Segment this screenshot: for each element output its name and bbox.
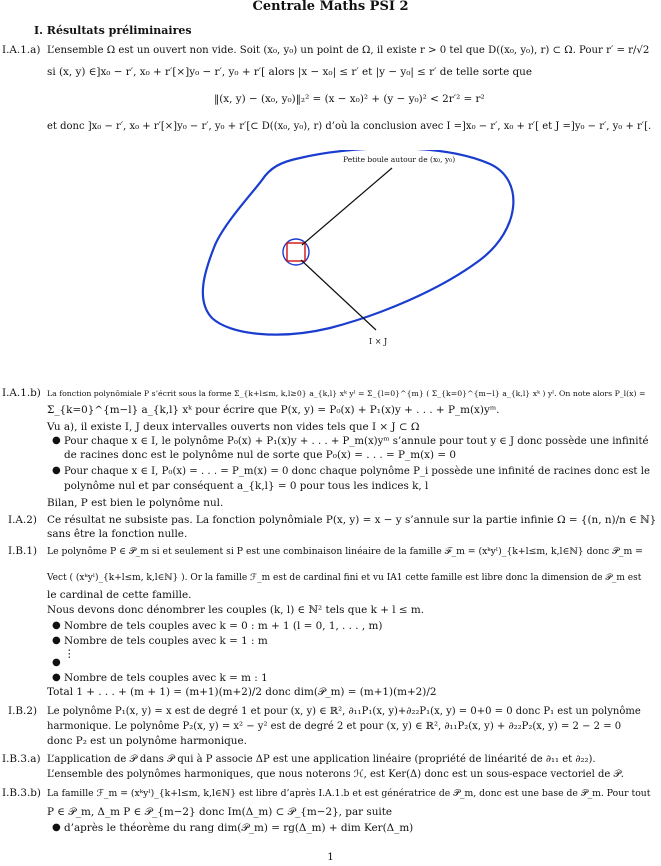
- bullet-icon: ●: [52, 465, 61, 476]
- figure-label-top: Petite boule autour de (x₀, y₀): [343, 155, 456, 164]
- label-ia1a: I.A.1.a): [2, 44, 41, 56]
- text-ib1-line9: Total 1 + . . . + (m + 1) = (m+1)(m+2)/2 donc dim(𝒫_m) = (m+1)(m+2)/2: [47, 686, 437, 698]
- bullet-icon: ●: [52, 435, 61, 446]
- text-ib2-line3: donc P₂ est un polynôme harmonique.: [47, 735, 247, 747]
- text-ib2-line1: Le polynôme P₁(x, y) = x est de degré 1 et pour (x, y) ∈ ℝ², ∂₁₁P₁(x, y)+∂₂₂P₁(x, y) = 0+0 = 0 donc P₁ est un polynôme: [47, 706, 641, 717]
- text-ia1b-line2: Σ_{k=0}^{m−l} a_{k,l} xᵏ pour écrire que P(x, y) = P₀(x) + P₁(x)y + . . . + P_m(x)yᵐ.: [47, 404, 500, 416]
- figure-label-bottom: I × J: [369, 337, 388, 346]
- pointer-bottom: [301, 260, 376, 330]
- label-ib3b: I.B.3.b): [2, 787, 41, 799]
- text-ib1-line4: Nous devons donc dénombrer les couples (k, l) ∈ ℕ² tels que k + l ≤ m.: [47, 604, 424, 616]
- text-ia1b-line3: Vu a), il existe I, J deux intervalles ouverts non vides tels que I × J ⊂ Ω: [47, 421, 420, 433]
- text-ib2-line2: harmonique. Le polynôme P₂(x, y) = x² − y² est de degré 2 et pour (x, y) ∈ ℝ², ∂₁₁P₂(x, y) + ∂₂₂P₂(x, y) = 2 − 2 = 0: [47, 721, 622, 732]
- text-ia1a-line3: et donc ]x₀ − r′, x₀ + r′[×]y₀ − r′, y₀ + r′[⊂ D((x₀, y₀), r) d’où la conclusion avec I =]x₀ − r′, x₀ + r′[ et J =]y₀ − r′, y₀ + r′[.: [47, 121, 652, 132]
- text-ia2-line2: sans être la fonction nulle.: [47, 528, 188, 540]
- text-ib1-line1: Le polynôme P ∈ 𝒫_m si et seulement si P est une combinaison linéaire de la famille ℱ_m = (xᵏyˡ)_{k+l≤m, k,l∈ℕ} donc 𝒫_m =: [47, 546, 643, 557]
- text-ia1b-line7: polynôme nul et par conséquent a_{k,l} = 0 pour tous les indices k, l: [64, 480, 429, 492]
- label-ia2: I.A.2): [8, 514, 37, 526]
- square-i-x-j: [287, 243, 305, 261]
- text-ia1b-line8: Bilan, P est bien le polynôme nul.: [47, 497, 224, 509]
- text-ib3a-line2: L’ensemble des polynômes harmoniques, que nous noterons ℋ, est Ker(Δ) donc est un sous-espace vectoriel de 𝒫.: [47, 769, 624, 780]
- text-ib3a-line1: L’application de 𝒫 dans 𝒫 qui à P associe ΔP est une application linéaire (propriété de linéarité de ∂₁₁ et ∂₂₂).: [47, 754, 596, 765]
- label-ib2: I.B.2): [8, 705, 38, 717]
- label-ia1b: I.A.1.b): [2, 387, 41, 399]
- figure-domain: [0, 150, 661, 350]
- text-ia1a-line2: si (x, y) ∈]x₀ − r′, x₀ + r′[×]y₀ − r′, y₀ + r′[ alors |x − x₀| ≤ r′ et |y − y₀| ≤ r′ de telle sorte que: [47, 66, 533, 78]
- label-ib3a: I.B.3.a): [2, 753, 41, 765]
- text-ia1a-line1: L’ensemble Ω est un ouvert non vide. Soit (x₀, y₀) un point de Ω, il existe r > 0 tel que D((x₀, y₀), r) ⊂ Ω. Pour r′ = r/√2: [47, 45, 650, 56]
- text-ib1-line7: ⋮: [64, 648, 75, 660]
- text-ia1b-line1: La fonction polynômiale P s’écrit sous la forme Σ_{k+l≤m, k,l≥0} a_{k,l} xᵏ yˡ = Σ_{l=0}^{m} ( Σ_{k=0}^{m−l} a_{k,l} xᵏ ) yˡ. On note alors P_l(x) =: [47, 389, 646, 398]
- equation-norm: ‖(x, y) − (x₀, y₀)‖₂² = (x − x₀)² + (y − y₀)² < 2r′² = r²: [214, 93, 485, 105]
- text-ib1-line8: Nombre de tels couples avec k = m : 1: [64, 672, 268, 684]
- domain-boundary: [203, 150, 514, 335]
- bullet-icon: ●: [52, 635, 61, 646]
- text-ib1-line3: le cardinal de cette famille.: [47, 589, 192, 601]
- pointer-top: [302, 168, 392, 245]
- text-ia2-line1: Ce résultat ne subsiste pas. La fonction polynômiale P(x, y) = x − y s’annule sur la partie infinie Ω = {(n, n)/n ∈ ℕ}: [47, 514, 657, 526]
- text-ib1-line5: Nombre de tels couples avec k = 0 : m + 1 (l = 0, 1, . . . , m): [64, 620, 383, 632]
- text-ia1b-line4: Pour chaque x ∈ I, le polynôme P₀(x) + P₁(x)y + . . . + P_m(x)yᵐ s’annule pour tout y ∈ J donc possède une infinité: [64, 436, 649, 447]
- page-title: Centrale Maths PSI 2: [252, 0, 409, 14]
- bullet-icon: ●: [52, 620, 61, 631]
- bullet-icon: ●: [52, 672, 61, 683]
- bullet-icon: ●: [52, 822, 61, 833]
- text-ib1-line2: Vect ( (xᵏyˡ)_{k+l≤m, k,l∈ℕ} ). Or la famille ℱ_m est de cardinal fini et vu IA1 cette famille est libre donc la dimension de 𝒫_m est: [47, 573, 642, 583]
- page-number: 1: [327, 851, 334, 863]
- text-ib3b-line2: P ∈ 𝒫_m, Δ_m P ∈ 𝒫_{m−2} donc Im(Δ_m) ⊂ 𝒫_{m−2}, par suite: [47, 806, 393, 818]
- label-ib1: I.B.1): [8, 545, 38, 557]
- text-ib1-line6: Nombre de tels couples avec k = 1 : m: [64, 635, 268, 647]
- section-heading: I. Résultats préliminaires: [34, 24, 192, 37]
- text-ia1b-line5: de racines donc est le polynôme nul de sorte que P₀(x) = . . . = P_m(x) = 0: [64, 449, 456, 461]
- text-ia1b-line6: Pour chaque x ∈ I, P₀(x) = . . . = P_m(x) = 0 donc chaque polynôme P_i possède une infinité de racines donc est le: [64, 466, 650, 477]
- text-ib3b-line3: d’après le théorème du rang dim(𝒫_m) = rg(Δ_m) + dim Ker(Δ_m): [64, 822, 414, 834]
- text-ib3b-line1: La famille ℱ_m = (xᵏyˡ)_{k+l≤m, k,l∈ℕ} est libre d’après I.A.1.b et est génératrice de 𝒫_m, donc est une base de 𝒫_m. Pour tout: [47, 788, 651, 799]
- bullet-icon: ●: [52, 657, 61, 668]
